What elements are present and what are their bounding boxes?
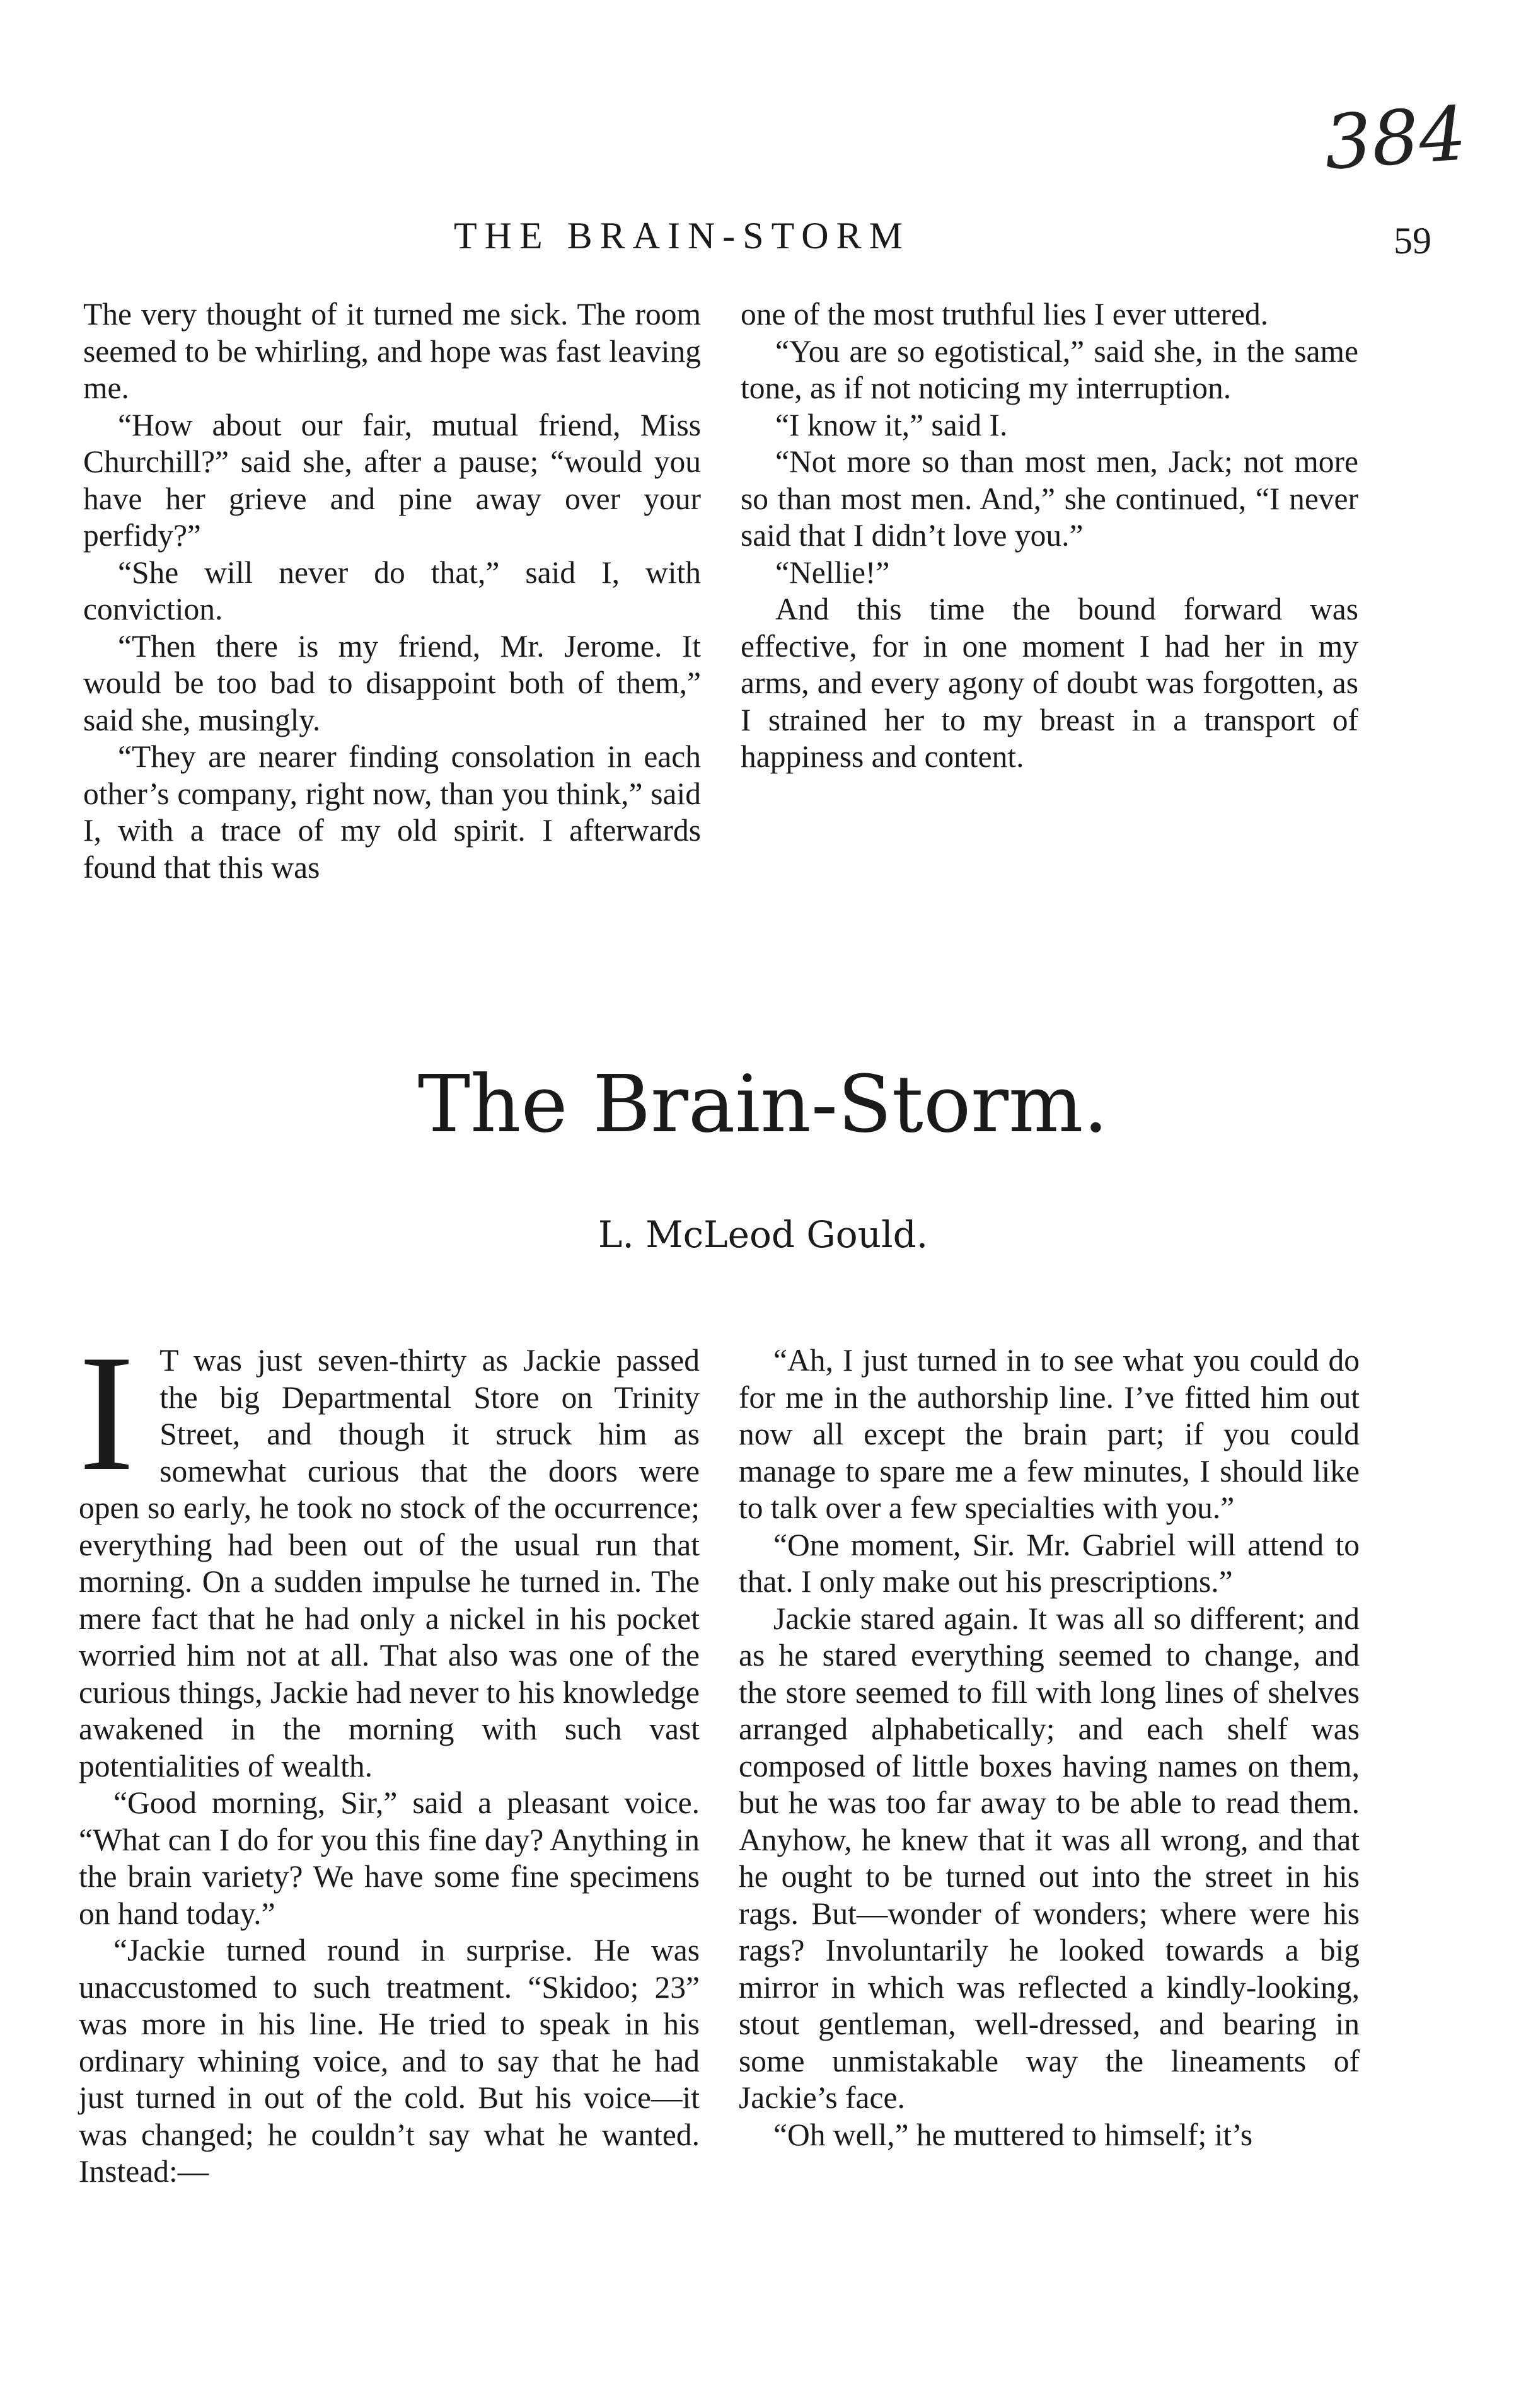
paragraph: “Then there is my friend, Mr. Jerome. It would be too bad to disappoint both of them,” said she, musingly.: [83, 628, 701, 737]
paragraph: “They are nearer finding consolation in each other’s company, right now, than you think,” said I, with a trace of my old spirit. I afterwards found that this was: [83, 739, 701, 885]
paragraph: Jackie stared again. It was all so different; and as he stared everything seemed to change, and the store seemed to fill with long lines of shelves arranged alphabetically; and each shelf was composed of little boxes having names on them, but he was too far away to be able to read them. Anyhow, he knew that it was all wrong, and that he ought to be turned out into the street in his rags. But—wonder of wonders; where were his rags? Involuntarily he looked towards a big mirror in which was reflected a kindly-looking, stout gentleman, well-dressed, and bearing in some unmistakable way the lineaments of Jackie’s face.: [739, 1601, 1360, 2115]
paragraph: “One moment, Sir. Mr. Gabriel will attend to that. I only make out his prescriptions.”: [739, 1527, 1360, 1599]
handwritten-page-annotation: 384: [1321, 89, 1469, 187]
paragraph: “She will never do that,” said I, with conviction.: [83, 555, 701, 626]
paragraph: “You are so egotistical,” said she, in the same tone, as if not noticing my interruption.: [741, 333, 1358, 405]
paragraph: “Jackie turned round in surprise. He was unaccustomed to such treatment. “Skidoo; 23” was more in his line. He tried to speak in his ordinary whining voice, and to say that he had just turned in out of the cold. But his voice—it was changed; he couldn’t say what he wanted. Instead:—: [79, 1933, 700, 2189]
story-left-column: [79, 1321, 700, 2191]
drop-cap: I: [79, 1321, 135, 1506]
paragraph: The very thought of it turned me sick. The room seemed to be whirling, and hope was fast leaving me.: [83, 297, 701, 405]
paragraph: “Nellie!”: [775, 555, 890, 590]
continued-story-right-column: [741, 296, 1358, 776]
paragraph: “Ah, I just turned in to see what you could do for me in the authorship line. I’ve fitted him out now all except the brain part; if you could manage to spare me a few minutes, I should like to talk over a few specialties with you.”: [739, 1343, 1360, 1525]
paragraph: “Oh well,” he muttered to himself; it’s: [773, 2117, 1253, 2152]
paragraph: one of the most truthful lies I ever uttered.: [741, 297, 1269, 331]
running-head: THE BRAIN-STORM: [454, 215, 910, 256]
story-title: The Brain-Storm.: [417, 1059, 1109, 1150]
paragraph: “How about our fair, mutual friend, Miss Churchill?” said she, after a pause; “would you have her grieve and pine away over your perfidy?”: [83, 407, 701, 553]
page-number: 59: [1394, 220, 1431, 262]
story-right-column: [739, 1342, 1360, 2153]
opening-paragraph-text: T was just seven-thirty as Jackie passed the big Departmental Store on Trinity Street, and though it struck him as somewhat curious that the doors were open so early, he took no stock of the occurrence; everything had been out of the usual run that morning. On a sudden impulse he turned in. The mere fact that he had only a nickel in his pocket worried him not at all. That also was one of the curious things, Jackie had never to his knowledge awakened in the morning with such vast potentialities of wealth.: [79, 1343, 700, 1783]
author-byline: L. McLeod Gould.: [598, 1213, 928, 1256]
paragraph: “I know it,” said I.: [775, 407, 1008, 442]
paragraph: And this time the bound forward was effective, for in one moment I had her in my arms, and every agony of doubt was forgotten, as I strained her to my breast in a transport of happiness and content.: [741, 592, 1358, 774]
paragraph: “Good morning, Sir,” said a pleasant voice. “What can I do for you this fine day? Anything in the brain variety? We have some fine specimens on hand today.”: [79, 1785, 700, 1931]
opening-paragraph: [79, 1321, 700, 1785]
paragraph: “Not more so than most men, Jack; not more so than most men. And,” she continued, “I never said that I didn’t love you.”: [741, 444, 1358, 553]
continued-story-left-column: [83, 296, 701, 886]
